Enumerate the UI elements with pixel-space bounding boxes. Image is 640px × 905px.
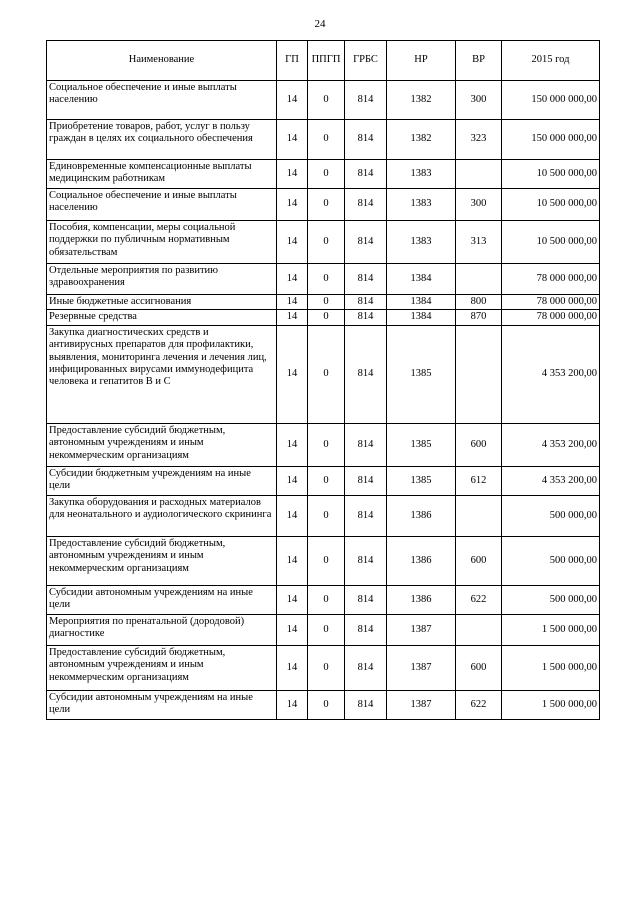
- column-header-grbs: ГРБС: [345, 41, 387, 81]
- row-name-cell: Отдельные мероприятия по развитию здравоохранения: [47, 264, 277, 295]
- row-nr-cell: 1385: [387, 466, 456, 495]
- row-grbs-cell: 814: [345, 690, 387, 719]
- column-header-ppgp: ППГП: [308, 41, 345, 81]
- row-nr-cell: 1383: [387, 221, 456, 264]
- row-nr-cell: 1386: [387, 585, 456, 614]
- row-grbs-cell: 814: [345, 614, 387, 645]
- row-nr-cell: 1384: [387, 310, 456, 325]
- table-row: [47, 160, 600, 189]
- row-grbs-cell: 814: [345, 81, 387, 120]
- row-gp-cell: 14: [277, 325, 308, 423]
- row-grbs-cell: 814: [345, 189, 387, 221]
- row-name-cell: Субсидии автономным учреждениям на иные цели: [47, 585, 277, 614]
- row-nr-cell: 1386: [387, 536, 456, 585]
- row-nr-cell: 1386: [387, 495, 456, 536]
- row-vr-cell: 870: [456, 310, 502, 325]
- column-header-gp: ГП: [277, 41, 308, 81]
- row-grbs-cell: 814: [345, 160, 387, 189]
- row-name-cell: Социальное обеспечение и иные выплаты населению: [47, 81, 277, 120]
- table-row: [47, 645, 600, 690]
- row-amount-cell: 1 500 000,00: [502, 645, 600, 690]
- row-vr-cell: [456, 495, 502, 536]
- row-grbs-cell: 814: [345, 495, 387, 536]
- row-name-cell: Социальное обеспечение и иные выплаты населению: [47, 189, 277, 221]
- row-gp-cell: 14: [277, 310, 308, 325]
- row-vr-cell: 300: [456, 189, 502, 221]
- row-amount-cell: 1 500 000,00: [502, 614, 600, 645]
- row-grbs-cell: 814: [345, 645, 387, 690]
- row-gp-cell: 14: [277, 264, 308, 295]
- table-row: [47, 310, 600, 325]
- table-row: [47, 120, 600, 160]
- row-name-cell: Субсидии автономным учреждениям на иные цели: [47, 690, 277, 719]
- row-name-cell: Субсидии бюджетным учреждениям на иные цели: [47, 466, 277, 495]
- row-grbs-cell: 814: [345, 325, 387, 423]
- row-gp-cell: 14: [277, 495, 308, 536]
- table-row: [47, 189, 600, 221]
- table-row: [47, 81, 600, 120]
- row-gp-cell: 14: [277, 585, 308, 614]
- row-amount-cell: 10 500 000,00: [502, 221, 600, 264]
- table-row: [47, 221, 600, 264]
- row-amount-cell: 150 000 000,00: [502, 81, 600, 120]
- row-ppgp-cell: 0: [308, 160, 345, 189]
- table-row: [47, 585, 600, 614]
- budget-table: [46, 40, 600, 720]
- row-grbs-cell: 814: [345, 295, 387, 310]
- row-nr-cell: 1387: [387, 614, 456, 645]
- row-name-cell: Закупка диагностических средств и антивирусных препаратов для профилактики, выявления, мониторинга лечения и лечения лиц, инфицированных вирусами иммунодефицита человека и гепатитов В и С: [47, 325, 277, 423]
- header-row: [47, 41, 600, 81]
- row-ppgp-cell: 0: [308, 690, 345, 719]
- row-gp-cell: 14: [277, 295, 308, 310]
- row-amount-cell: 1 500 000,00: [502, 690, 600, 719]
- row-ppgp-cell: 0: [308, 536, 345, 585]
- row-vr-cell: [456, 614, 502, 645]
- row-gp-cell: 14: [277, 81, 308, 120]
- page-number: 24: [314, 18, 326, 30]
- row-vr-cell: 300: [456, 81, 502, 120]
- row-ppgp-cell: 0: [308, 645, 345, 690]
- row-vr-cell: 323: [456, 120, 502, 160]
- table-row: [47, 690, 600, 719]
- row-name-cell: Предоставление субсидий бюджетным, автономным учреждениям и иным некоммерческим организациям: [47, 536, 277, 585]
- row-grbs-cell: 814: [345, 423, 387, 466]
- row-grbs-cell: 814: [345, 466, 387, 495]
- row-name-cell: Закупка оборудования и расходных материалов для неонатального и аудиологического скрининга: [47, 495, 277, 536]
- row-gp-cell: 14: [277, 536, 308, 585]
- row-amount-cell: 500 000,00: [502, 585, 600, 614]
- row-name-cell: Предоставление субсидий бюджетным, автономным учреждениям и иным некоммерческим организациям: [47, 423, 277, 466]
- table-row: [47, 466, 600, 495]
- row-ppgp-cell: 0: [308, 189, 345, 221]
- row-nr-cell: 1382: [387, 81, 456, 120]
- row-gp-cell: 14: [277, 614, 308, 645]
- row-grbs-cell: 814: [345, 264, 387, 295]
- row-amount-cell: 4 353 200,00: [502, 466, 600, 495]
- row-gp-cell: 14: [277, 423, 308, 466]
- column-header-vr: ВР: [456, 41, 502, 81]
- table-row: [47, 264, 600, 295]
- row-gp-cell: 14: [277, 189, 308, 221]
- column-header-amount-2015: 2015 год: [502, 41, 600, 81]
- row-gp-cell: 14: [277, 120, 308, 160]
- row-name-cell: Резервные средства: [47, 310, 277, 325]
- row-grbs-cell: 814: [345, 120, 387, 160]
- row-nr-cell: 1385: [387, 423, 456, 466]
- row-nr-cell: 1383: [387, 189, 456, 221]
- row-name-cell: Единовременные компенсационные выплаты медицинским работникам: [47, 160, 277, 189]
- row-ppgp-cell: 0: [308, 325, 345, 423]
- row-amount-cell: 4 353 200,00: [502, 325, 600, 423]
- row-amount-cell: 10 500 000,00: [502, 160, 600, 189]
- row-ppgp-cell: 0: [308, 120, 345, 160]
- row-nr-cell: 1384: [387, 295, 456, 310]
- row-vr-cell: [456, 160, 502, 189]
- row-vr-cell: 622: [456, 585, 502, 614]
- row-vr-cell: 313: [456, 221, 502, 264]
- row-ppgp-cell: 0: [308, 310, 345, 325]
- row-gp-cell: 14: [277, 690, 308, 719]
- row-nr-cell: 1387: [387, 645, 456, 690]
- row-name-cell: Мероприятия по пренатальной (дородовой) диагностике: [47, 614, 277, 645]
- row-grbs-cell: 814: [345, 310, 387, 325]
- row-vr-cell: 600: [456, 423, 502, 466]
- column-header-nr: НР: [387, 41, 456, 81]
- row-amount-cell: 78 000 000,00: [502, 264, 600, 295]
- row-vr-cell: 800: [456, 295, 502, 310]
- row-name-cell: Предоставление субсидий бюджетным, автономным учреждениям и иным некоммерческим организациям: [47, 645, 277, 690]
- row-vr-cell: 612: [456, 466, 502, 495]
- row-vr-cell: 622: [456, 690, 502, 719]
- row-gp-cell: 14: [277, 466, 308, 495]
- row-nr-cell: 1385: [387, 325, 456, 423]
- row-amount-cell: 500 000,00: [502, 495, 600, 536]
- row-name-cell: Пособия, компенсации, меры социальной поддержки по публичным нормативным обязательствам: [47, 221, 277, 264]
- row-vr-cell: [456, 264, 502, 295]
- row-amount-cell: 500 000,00: [502, 536, 600, 585]
- row-ppgp-cell: 0: [308, 466, 345, 495]
- row-ppgp-cell: 0: [308, 423, 345, 466]
- row-ppgp-cell: 0: [308, 614, 345, 645]
- table-row: [47, 295, 600, 310]
- row-nr-cell: 1383: [387, 160, 456, 189]
- row-vr-cell: [456, 325, 502, 423]
- row-gp-cell: 14: [277, 160, 308, 189]
- row-amount-cell: 78 000 000,00: [502, 295, 600, 310]
- row-ppgp-cell: 0: [308, 295, 345, 310]
- row-amount-cell: 78 000 000,00: [502, 310, 600, 325]
- row-vr-cell: 600: [456, 645, 502, 690]
- column-header-name: Наименование: [47, 41, 277, 81]
- row-ppgp-cell: 0: [308, 264, 345, 295]
- row-gp-cell: 14: [277, 221, 308, 264]
- row-grbs-cell: 814: [345, 536, 387, 585]
- table-row: [47, 536, 600, 585]
- row-nr-cell: 1387: [387, 690, 456, 719]
- row-ppgp-cell: 0: [308, 585, 345, 614]
- table-row: [47, 325, 600, 423]
- row-amount-cell: 4 353 200,00: [502, 423, 600, 466]
- table-row: [47, 423, 600, 466]
- row-amount-cell: 10 500 000,00: [502, 189, 600, 221]
- row-ppgp-cell: 0: [308, 221, 345, 264]
- row-ppgp-cell: 0: [308, 495, 345, 536]
- table-row: [47, 614, 600, 645]
- table-row: [47, 495, 600, 536]
- row-grbs-cell: 814: [345, 585, 387, 614]
- row-ppgp-cell: 0: [308, 81, 345, 120]
- row-name-cell: Приобретение товаров, работ, услуг в пользу граждан в целях их социального обеспечения: [47, 120, 277, 160]
- row-name-cell: Иные бюджетные ассигнования: [47, 295, 277, 310]
- row-nr-cell: 1384: [387, 264, 456, 295]
- row-grbs-cell: 814: [345, 221, 387, 264]
- row-nr-cell: 1382: [387, 120, 456, 160]
- row-amount-cell: 150 000 000,00: [502, 120, 600, 160]
- row-vr-cell: 600: [456, 536, 502, 585]
- row-gp-cell: 14: [277, 645, 308, 690]
